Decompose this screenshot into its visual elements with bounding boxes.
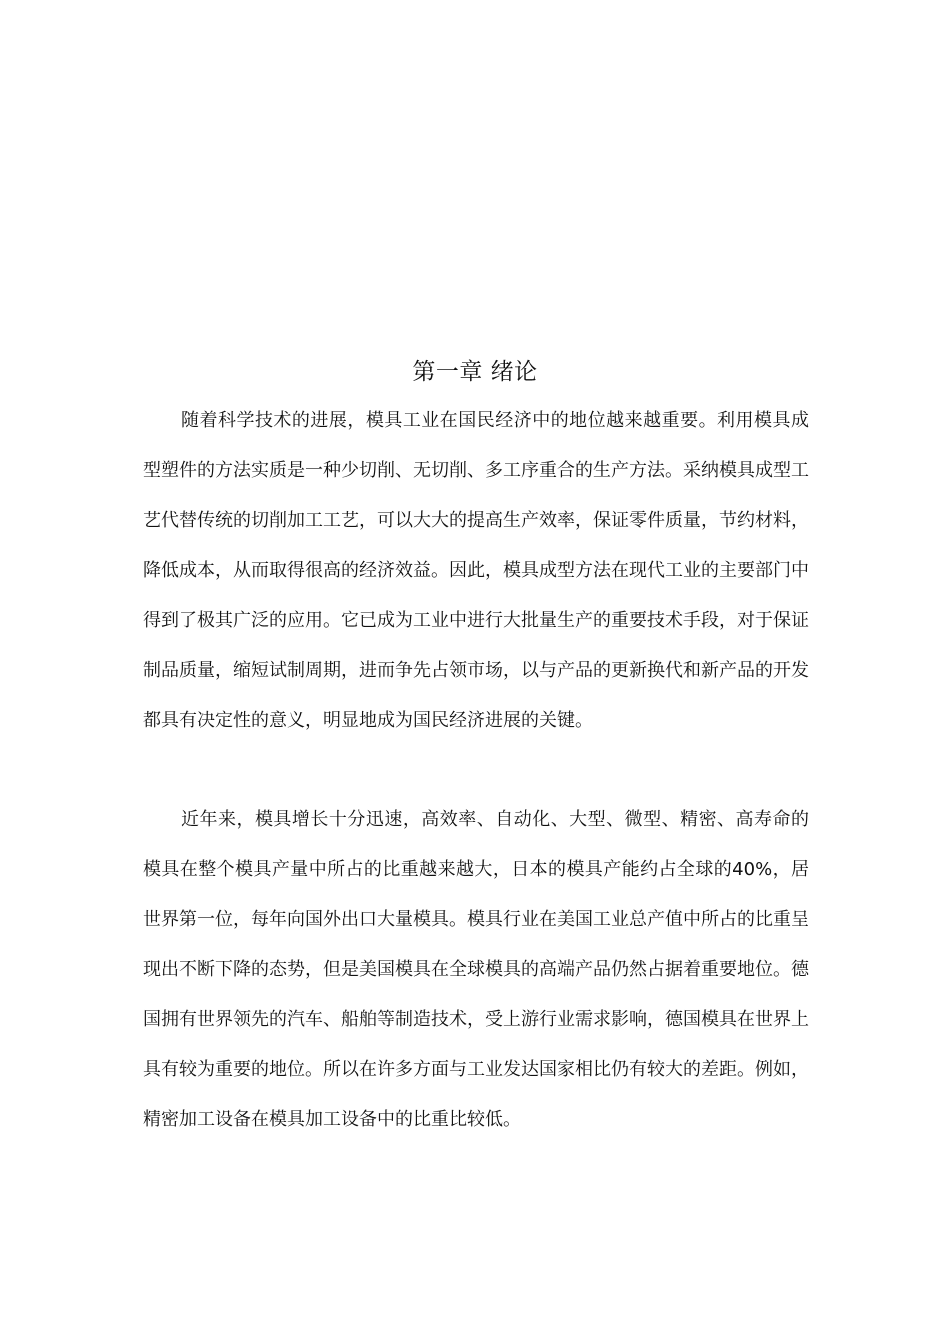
- chapter-title: 第一章 绪论: [412, 359, 538, 385]
- body-paragraph-2: 近年来，模具增长十分迅速，高效率、自动化、大型、微型、精密、高寿命的模具在整个模具产量中所占的比重越来越大，日本的模具产能约占全球的40%，居世界第一位，每年向国外出口大量模具。模具行业在美国工业总产值中所占的比重呈现出不断下降的态势，但是美国模具在全球模具的高端产品仍然占据着重要地位。德国拥有世界领先的汽车、船舶等制造技术，受上游行业需求影响，德国模具在世界上具有较为重要的地位。所以在许多方面与工业发达国家相比仍有较大的差距。例如，精密加工设备在模具加工设备中的比重比较低。: [143, 809, 809, 1130]
- body-paragraph-1: 随着科学技术的进展，模具工业在国民经济中的地位越来越重要。利用模具成型塑件的方法实质是一种少切削、无切削、多工序重合的生产方法。采纳模具成型工艺代替传统的切削加工工艺，可以大大的提高生产效率，保证零件质量，节约材料，降低成本，从而取得很高的经济效益。因此，模具成型方法在现代工业的主要部门中得到了极其广泛的应用。它已成为工业中进行大批量生产的重要技术手段，对于保证制品质量，缩短试制周期，进而争先占领市场，以与产品的更新换代和新产品的开发都具有决定性的意义，明显地成为国民经济进展的关键。: [143, 410, 809, 731]
